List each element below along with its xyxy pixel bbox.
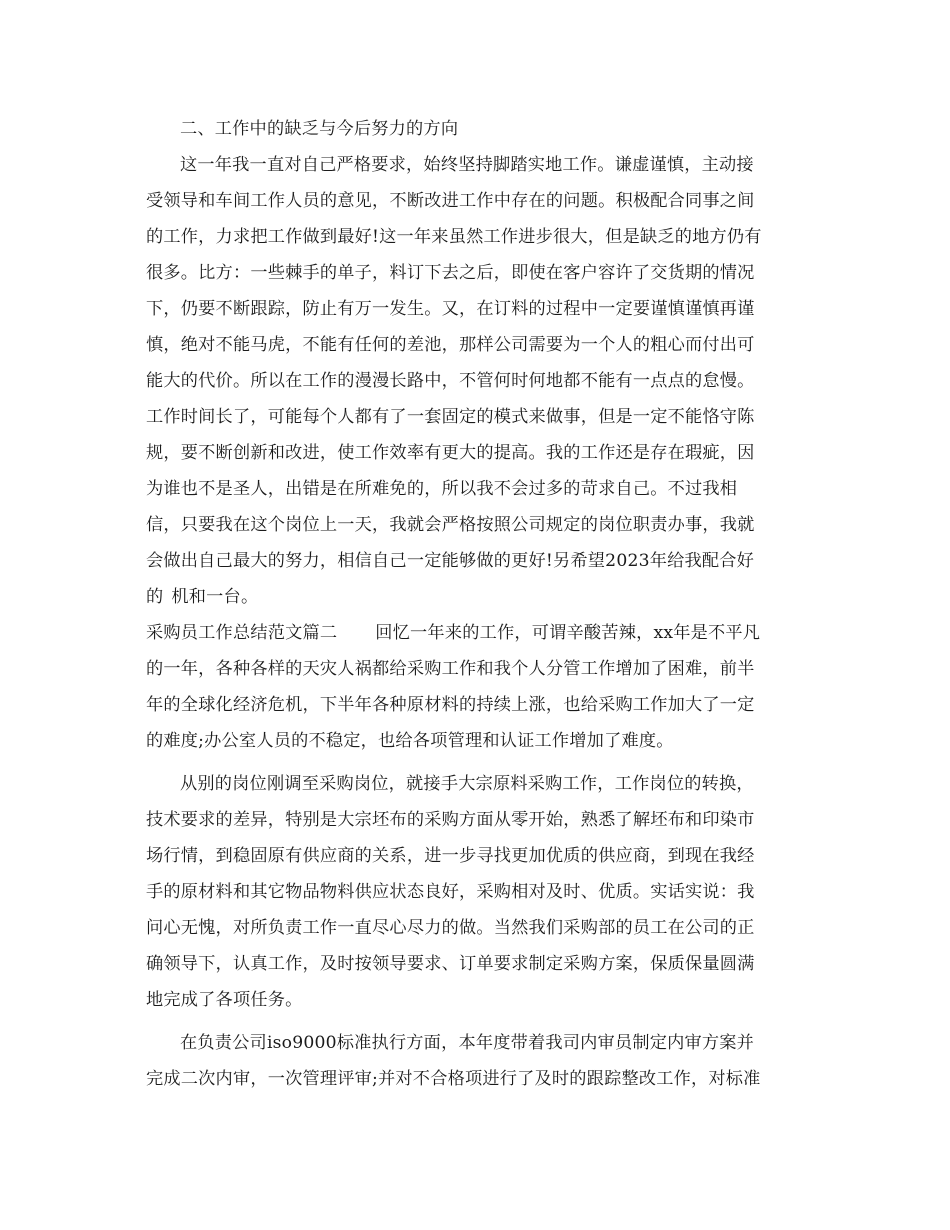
paragraph-line: 慎，绝对不能马虎，不能有任何的差池，那样公司需要为一个人的粗心而付出可 bbox=[146, 335, 755, 355]
closing-word: 的 bbox=[146, 587, 164, 607]
section-title-line bbox=[146, 617, 806, 649]
paragraph-line: 技术要求的差异，特别是大宗坯布的采购方面从零开始，熟悉了解坯布和印染市 bbox=[146, 810, 755, 830]
paragraph-line: 的工作，力求把工作做到最好!这一年来虽然工作进步很大，但是缺乏的地方仍有 bbox=[146, 227, 762, 247]
paragraph-line: 能大的代价。所以在工作的漫漫长路中，不管何时何地都不能有一点点的怠慢。 bbox=[146, 371, 755, 391]
paragraph-line: 地完成了各项任务。 bbox=[146, 990, 303, 1010]
paragraph-line: 回忆一年来的工作，可谓辛酸苦辣，xx年是不平凡 bbox=[375, 623, 761, 643]
paragraph-line: 很多。比方：一些棘手的单子，料订下去之后，即使在客户容许了交货期的情况 bbox=[146, 263, 755, 283]
section-title: 采购员工作总结范文篇二 bbox=[146, 623, 338, 643]
paragraph-line: 在负责公司iso9000标准执行方面，本年度带着我司内审员制定内审方案并 bbox=[180, 1033, 755, 1053]
closing-rest: 机和一台。 bbox=[171, 587, 259, 607]
paragraph-line: 问心无愧，对所负责工作一直尽心尽力的做。当然我们采购部的员工在公司的正 bbox=[146, 918, 755, 938]
paragraph-closing-line bbox=[146, 581, 806, 613]
paragraph-line: 为谁也不是圣人，出错是在所难免的，所以我不会过多的苛求自己。不过我相 bbox=[146, 479, 738, 499]
paragraph-line: 年的全球化经济危机，下半年各种原材料的持续上涨，也给采购工作加大了一定 bbox=[146, 695, 755, 715]
paragraph-line: 完成二次内审，一次管理评审;并对不合格项进行了及时的跟踪整改工作，对标准 bbox=[146, 1069, 761, 1089]
paragraph-line: 确领导下，认真工作，及时按领导要求、订单要求制定采购方案，保质保量圆满 bbox=[146, 954, 755, 974]
section-heading: 二、工作中的缺乏与今后努力的方向 bbox=[180, 119, 459, 139]
paragraph-line: 下，仍要不断跟踪，防止有万一发生。又，在订料的过程中一定要谨慎谨慎再谨 bbox=[146, 299, 755, 319]
paragraph-line: 工作时间长了，可能每个人都有了一套固定的模式来做事，但是一定不能恪守陈 bbox=[146, 407, 755, 427]
paragraph-line: 从别的岗位刚调至采购岗位，就接手大宗原料采购工作，工作岗位的转换， bbox=[180, 774, 754, 794]
paragraph-line: 规，要不断创新和改进，使工作效率有更大的提高。我的工作还是存在瑕疵，因 bbox=[146, 443, 755, 463]
paragraph-line: 手的原材料和其它物品物料供应状态良好，采购相对及时、优质。实话实说：我 bbox=[146, 882, 755, 902]
paragraph-line: 的一年，各种各样的天灾人祸都给采购工作和我个人分管工作增加了困难，前半 bbox=[146, 659, 755, 679]
paragraph-line: 信，只要我在这个岗位上一天，我就会严格按照公司规定的岗位职责办事，我就 bbox=[146, 515, 755, 535]
paragraph-line: 会做出自己最大的努力，相信自己一定能够做的更好!另希望2023年给我配合好 bbox=[146, 551, 755, 571]
paragraph-line: 场行情，到稳固原有供应商的关系，进一步寻找更加优质的供应商，到现在我经 bbox=[146, 846, 755, 866]
paragraph-line: 的难度;办公室人员的不稳定，也给各项管理和认证工作增加了难度。 bbox=[146, 731, 674, 751]
paragraph-line: 受领导和车间工作人员的意见，不断改进工作中存在的问题。积极配合同事之间 bbox=[146, 191, 755, 211]
paragraph-line: 这一年我一直对自己严格要求，始终坚持脚踏实地工作。谦虚谨慎，主动接 bbox=[180, 155, 754, 175]
